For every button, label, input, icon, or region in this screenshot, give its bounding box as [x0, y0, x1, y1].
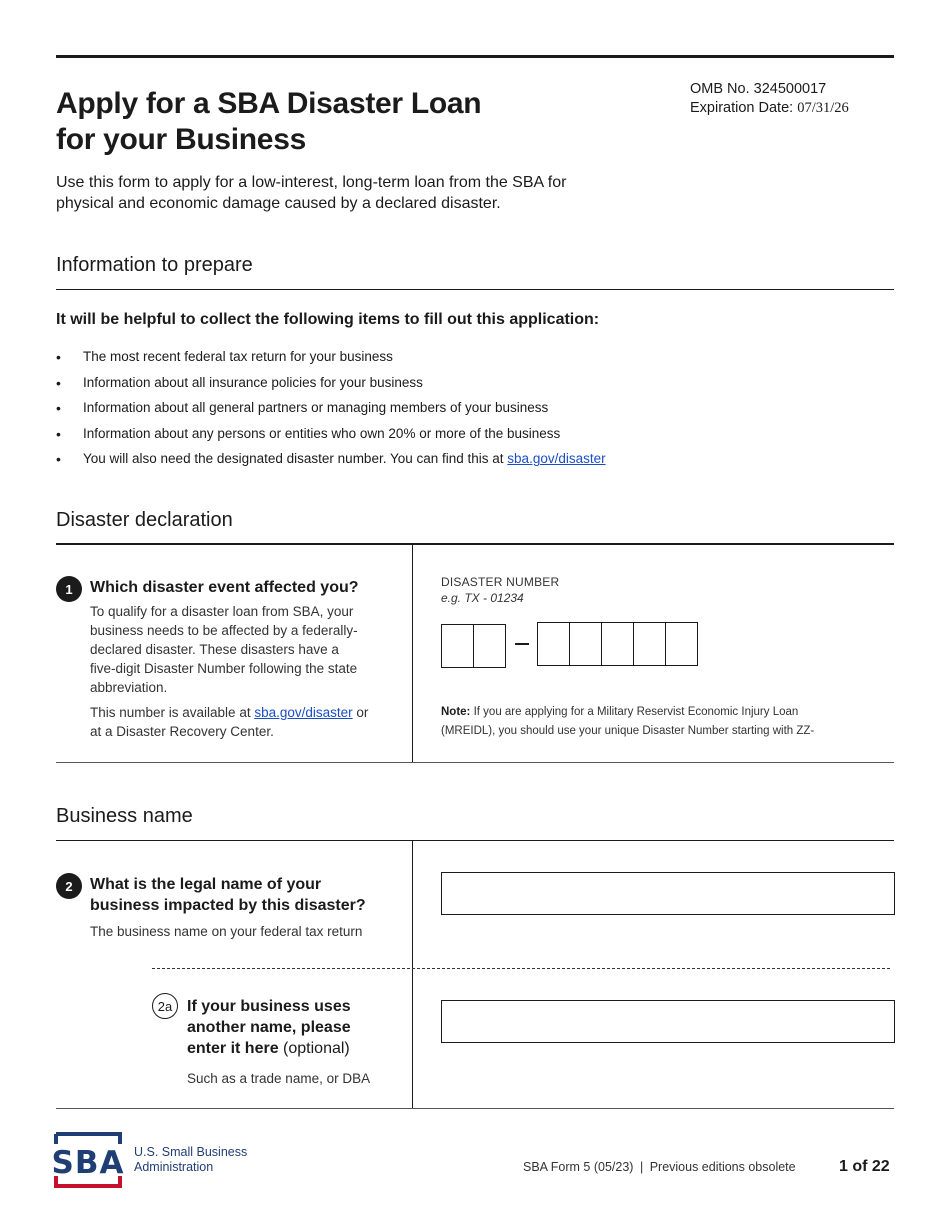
- section-heading-disaster: Disaster declaration: [56, 509, 233, 531]
- sba-disaster-link-2[interactable]: sba.gov/disaster: [254, 705, 353, 720]
- expiration: [690, 99, 900, 118]
- bullet-icon: •: [56, 374, 61, 391]
- question-1-description: To qualify for a disaster loan from SBA, your business needs to be affected by a federally- declared disaster. These disasters have a five-digit Disaster Number following the state abbreviation.: [90, 604, 358, 695]
- title-line-2: for your Business: [56, 123, 306, 156]
- prepare-intro: It will be helpful to collect the following items to fill out this application:: [56, 311, 600, 328]
- question-2-badge: 2: [56, 873, 82, 899]
- expiration-label: Expiration Date:: [690, 100, 798, 116]
- disaster-number-label: DISASTER NUMBER: [441, 575, 560, 589]
- bullet-icon: •: [56, 451, 61, 468]
- list-item: • Information about all insurance policies for your business: [56, 374, 423, 391]
- question-2a-title: If your business uses another name, please enter it here (optional): [187, 998, 351, 1057]
- column-divider-2: [412, 841, 413, 1109]
- page-subtitle: [56, 172, 636, 214]
- legal-business-name-input[interactable]: [441, 872, 895, 915]
- section-rule-business-name: [56, 840, 894, 841]
- agency-name: U.S. Small Business Administration: [134, 1145, 248, 1174]
- question-2a-description: Such as a trade name, or DBA: [187, 1071, 371, 1086]
- question-1-title: Which disaster event affected you?: [90, 579, 359, 596]
- disaster-digit-1[interactable]: [537, 622, 570, 666]
- disaster-state-boxes: [441, 624, 506, 668]
- omb-block: [690, 80, 900, 118]
- disaster-digit-boxes: [537, 622, 698, 666]
- disaster-digit-5[interactable]: [665, 622, 698, 666]
- list-item: • Information about any persons or entities who own 20% or more of the business: [56, 425, 561, 442]
- sba-disaster-link[interactable]: sba.gov/disaster: [507, 451, 606, 467]
- expiration-date: 07/31/26: [797, 100, 849, 116]
- bullet-icon: •: [56, 400, 61, 417]
- page-title: [56, 86, 616, 158]
- prepare-list: [56, 348, 876, 476]
- title-line-1: Apply for a SBA Disaster Loan: [56, 87, 482, 120]
- list-item: • Information about all general partners or managing members of your business: [56, 400, 549, 417]
- disaster-number-example: e.g. TX - 01234: [441, 591, 524, 605]
- list-item: • You will also need the designated disaster number. You can find this at sba.gov/disaster: [56, 451, 606, 468]
- subtitle-line-1: Use this form to apply for a low-interest, long-term loan from the SBA for: [56, 174, 567, 191]
- top-rule: [56, 55, 894, 58]
- section-heading-business-name: Business name: [56, 805, 193, 827]
- omb-number: OMB No. 324500017: [690, 81, 827, 97]
- bullet-icon: •: [56, 425, 61, 442]
- question-2-title: What is the legal name of your business impacted by this disaster?: [90, 876, 366, 914]
- form-id: SBA Form 5 (05/23) | Previous editions obsolete: [523, 1160, 796, 1174]
- mreidl-note: Note: If you are applying for a Military Reservist Economic Injury Loan (MREIDL), you should use your unique Disaster Number starting with ZZ-: [441, 706, 815, 737]
- section-heading-prepare: Information to prepare: [56, 254, 253, 276]
- section-rule-business-name-bottom: [56, 1108, 894, 1109]
- question-1-availability: This number is available at sba.gov/disaster or at a Disaster Recovery Center.: [90, 705, 369, 739]
- sba-logo: [48, 1132, 126, 1190]
- disaster-number-dash: [515, 643, 529, 645]
- question-2-description: The business name on your federal tax return: [90, 924, 363, 939]
- dashed-divider: [152, 968, 890, 969]
- question-1-badge: 1: [56, 576, 82, 602]
- disaster-digit-3[interactable]: [601, 622, 634, 666]
- disaster-state-char-1[interactable]: [441, 624, 474, 668]
- alternate-business-name-input[interactable]: [441, 1000, 895, 1043]
- question-2a-badge: 2a: [152, 993, 178, 1019]
- disaster-digit-4[interactable]: [633, 622, 666, 666]
- sba-logo-mark: [48, 1132, 126, 1190]
- sba-logo-text: SBA: [51, 1145, 125, 1181]
- section-rule-prepare: [56, 289, 894, 290]
- page-number: 1 of 22: [839, 1158, 890, 1175]
- section-rule-disaster: [56, 543, 894, 545]
- column-divider: [412, 545, 413, 762]
- subtitle-line-2: physical and economic damage caused by a declared disaster.: [56, 195, 501, 212]
- disaster-state-char-2[interactable]: [473, 624, 506, 668]
- bullet-icon: •: [56, 349, 61, 365]
- section-rule-disaster-bottom: [56, 762, 894, 763]
- list-item: • The most recent federal tax return for your business: [56, 349, 393, 365]
- disaster-digit-2[interactable]: [569, 622, 602, 666]
